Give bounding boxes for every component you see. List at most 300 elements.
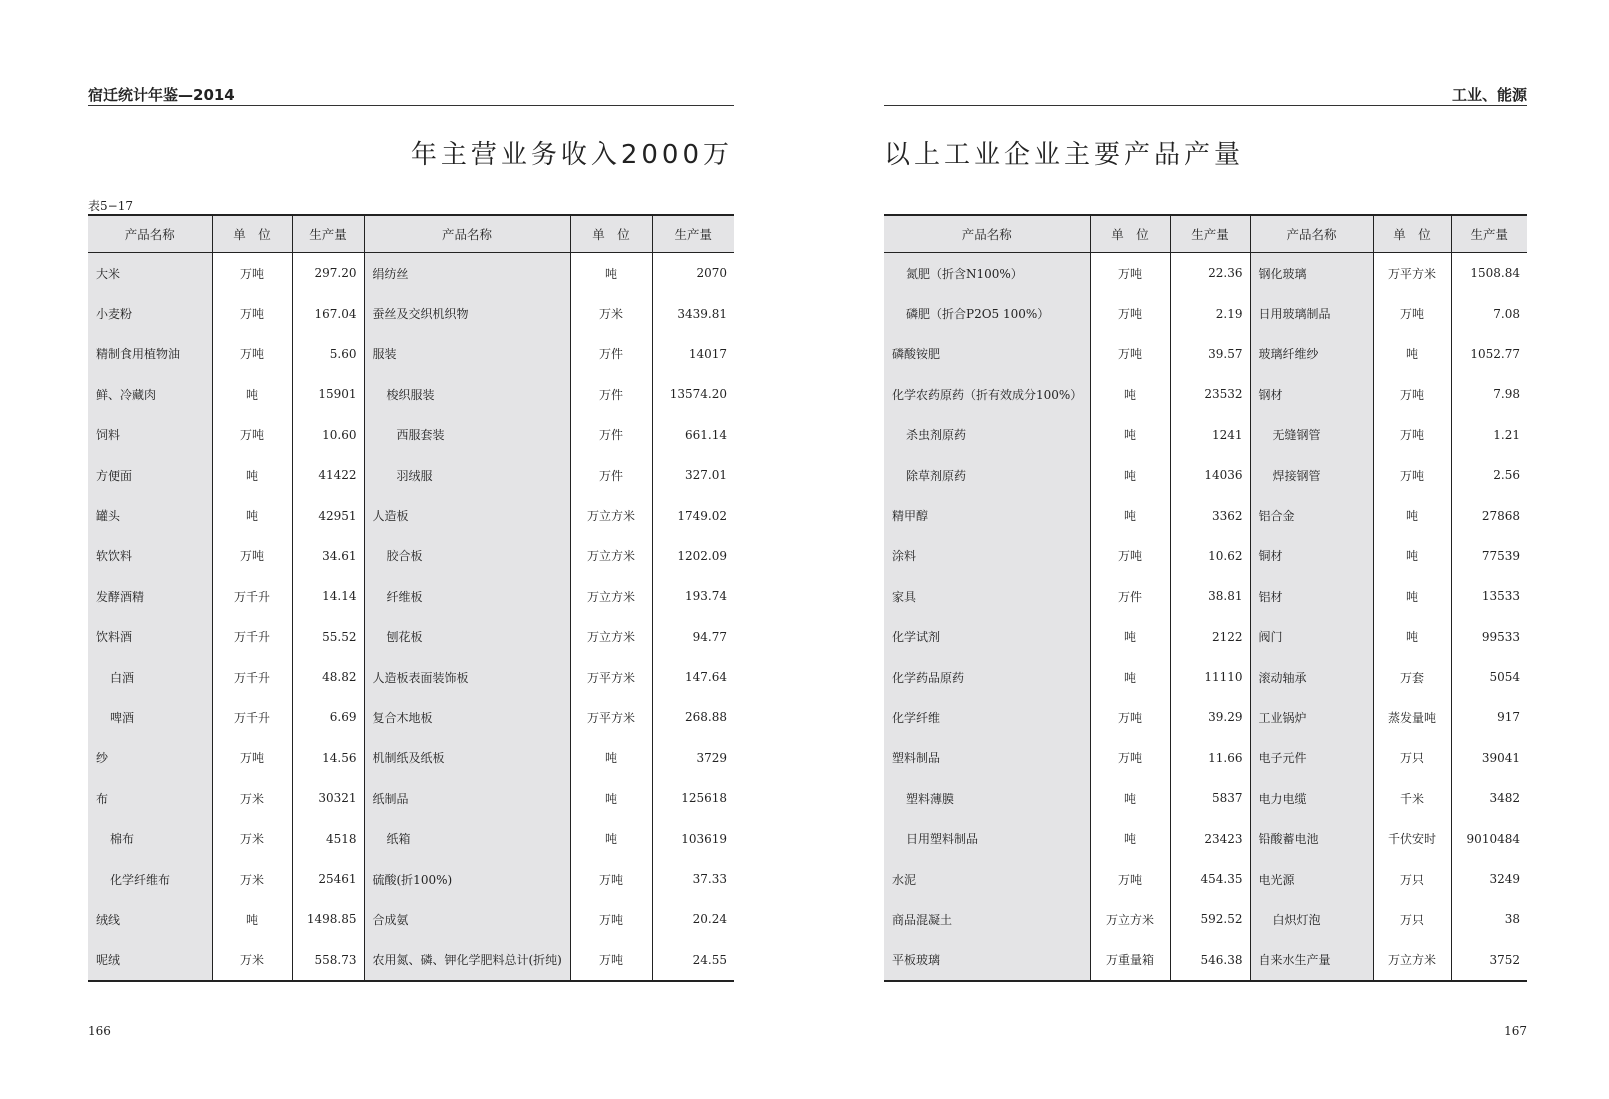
unit-cell: 吨 (1090, 778, 1170, 818)
unit-cell: 万吨 (1090, 738, 1170, 778)
product-name-cell (88, 374, 212, 414)
output-cell: 55.52 (292, 617, 364, 657)
product-name-cell (1250, 495, 1373, 535)
output-cell: 147.64 (685, 670, 727, 685)
unit-cell: 万吨 (212, 334, 292, 374)
column-header-product-name: 产品名称 (88, 215, 212, 253)
unit-cell: 万吨 (1090, 253, 1170, 294)
product-name: 机制纸及纸板 (372, 751, 445, 766)
table-row (88, 818, 734, 858)
unit-cell: 吨 (212, 495, 292, 535)
product-name-cell (364, 859, 570, 899)
product-name: 氮肥（折含N100%） (906, 266, 1023, 281)
output-cell: 48.82 (292, 657, 364, 697)
unit-cell: 万吨 (1090, 697, 1170, 737)
output-cell: 1749.02 (677, 508, 727, 523)
unit-cell: 万件 (570, 415, 652, 455)
product-name: 除草剂原药 (906, 468, 967, 483)
product-name: 化学试剂 (892, 630, 941, 645)
output-cell: 1052.77 (1470, 346, 1520, 361)
unit-cell: 万米 (212, 818, 292, 858)
output-cell: 3752 (1451, 940, 1527, 981)
product-name: 纱 (96, 751, 109, 766)
output-cell: 1202.09 (677, 548, 727, 563)
product-name: 精制食用植物油 (96, 347, 181, 362)
product-name-cell (88, 899, 212, 939)
output-cell: 3439.81 (677, 306, 727, 321)
product-name: 铅酸蓄电池 (1258, 832, 1319, 847)
table-row (884, 253, 1527, 294)
column-header-unit: 单 位 (1090, 215, 1170, 253)
output-cell: 7.08 (1493, 306, 1520, 321)
product-name-cell (1250, 415, 1373, 455)
product-name: 啤酒 (110, 710, 135, 725)
output-cell: 38.81 (1170, 576, 1250, 616)
output-cell: 167.04 (292, 293, 364, 333)
unit-cell: 吨 (570, 778, 652, 818)
output-cell: 42951 (292, 495, 364, 535)
output-cell: 11.66 (1170, 738, 1250, 778)
unit-cell: 万米 (212, 859, 292, 899)
product-name-cell (88, 495, 212, 535)
page-number-left: 166 (88, 1024, 111, 1038)
output-cell: 2.56 (1493, 468, 1520, 483)
product-name-cell (884, 334, 1090, 374)
table-row (88, 657, 734, 697)
table-row (88, 778, 734, 818)
product-name: 纸制品 (372, 791, 409, 806)
product-name: 水泥 (892, 872, 917, 887)
product-name: 涂料 (892, 549, 917, 564)
product-name-cell (364, 697, 570, 737)
product-name: 梭织服装 (386, 387, 435, 402)
table-row (884, 778, 1527, 818)
output-cell: 11110 (1170, 657, 1250, 697)
table-row (884, 899, 1527, 939)
product-name: 杀虫剂原药 (906, 428, 967, 443)
unit-cell: 吨 (1090, 657, 1170, 697)
product-name: 白酒 (110, 670, 135, 685)
output-cell: 14.14 (292, 576, 364, 616)
unit-cell: 吨 (1090, 818, 1170, 858)
product-name: 磷酸铵肥 (892, 347, 941, 362)
table-row (88, 940, 734, 981)
product-name: 自来水生产量 (1258, 953, 1331, 968)
output-cell: 268.88 (685, 710, 727, 725)
product-name-cell (884, 253, 1090, 294)
unit-cell: 吨 (1373, 495, 1451, 535)
unit-cell: 万立方米 (570, 536, 652, 576)
product-name: 罐头 (96, 509, 121, 524)
output-cell: 24.55 (652, 940, 734, 981)
column-header-product-name: 产品名称 (884, 215, 1090, 253)
product-name-cell (364, 657, 570, 697)
output-cell: 23532 (1170, 374, 1250, 414)
column-header-unit: 单 位 (212, 215, 292, 253)
unit-cell: 吨 (1090, 415, 1170, 455)
unit-cell: 万立方米 (570, 576, 652, 616)
product-name-cell (364, 415, 570, 455)
product-name: 化学农药原药（折有效成分100%） (892, 387, 1083, 402)
products-table-right (884, 214, 1527, 982)
product-name: 棉布 (110, 832, 135, 847)
output-cell: 103619 (681, 831, 727, 846)
product-name-cell (364, 334, 570, 374)
unit-cell: 吨 (212, 899, 292, 939)
table-row (88, 334, 734, 374)
product-name: 纸箱 (386, 832, 411, 847)
product-name-cell (364, 818, 570, 858)
output-cell: 2070 (696, 266, 727, 281)
output-cell: 37.33 (692, 872, 727, 887)
output-cell: 9010484 (1466, 831, 1520, 846)
products-table-left (88, 214, 734, 982)
unit-cell: 万米 (570, 293, 652, 333)
table-header-row (88, 215, 734, 253)
product-name: 平板玻璃 (892, 953, 941, 968)
output-cell: 3482 (1489, 791, 1520, 806)
output-cell: 1.21 (1493, 427, 1520, 442)
column-header-output: 生产量 (652, 215, 734, 253)
product-name: 玻璃纤维纱 (1258, 347, 1319, 362)
table-number-label: 表5−17 (88, 199, 133, 213)
product-name-cell (1250, 778, 1373, 818)
output-cell: 22.36 (1170, 253, 1250, 294)
table-row (884, 576, 1527, 616)
output-cell: 2122 (1170, 617, 1250, 657)
table-row (884, 293, 1527, 333)
product-name-cell (1250, 374, 1373, 414)
output-cell: 558.73 (292, 940, 364, 981)
product-name: 纤维板 (386, 589, 423, 604)
running-header-right: 工业、能源 (1451, 86, 1527, 104)
product-name-cell (1250, 576, 1373, 616)
unit-cell: 万件 (570, 374, 652, 414)
product-name: 阀门 (1258, 630, 1283, 645)
product-name: 刨花板 (386, 630, 423, 645)
unit-cell: 万千升 (212, 576, 292, 616)
output-cell: 661.14 (685, 427, 727, 442)
output-cell: 34.61 (292, 536, 364, 576)
output-cell: 2.19 (1170, 293, 1250, 333)
output-cell: 7.98 (1493, 387, 1520, 402)
output-cell: 14.56 (292, 738, 364, 778)
column-header-output: 生产量 (1170, 215, 1250, 253)
product-name-cell (1250, 818, 1373, 858)
output-cell: 15901 (292, 374, 364, 414)
column-header-unit: 单 位 (570, 215, 652, 253)
table-row (884, 495, 1527, 535)
unit-cell: 万立方米 (570, 617, 652, 657)
product-name: 农用氮、磷、钾化学肥料总计(折纯) (372, 953, 562, 968)
table-row (88, 738, 734, 778)
unit-cell: 吨 (570, 738, 652, 778)
output-cell: 5054 (1489, 670, 1520, 685)
product-name: 绢纺丝 (372, 266, 409, 281)
unit-cell: 吨 (1373, 536, 1451, 576)
unit-cell: 万米 (212, 940, 292, 981)
output-cell: 38 (1504, 912, 1520, 927)
product-name-cell (884, 415, 1090, 455)
table-row (88, 617, 734, 657)
unit-cell: 万吨 (570, 859, 652, 899)
product-name-cell (884, 738, 1090, 778)
output-cell: 3249 (1489, 872, 1520, 887)
output-cell: 14036 (1170, 455, 1250, 495)
unit-cell: 千伏安时 (1373, 818, 1451, 858)
output-cell: 25461 (292, 859, 364, 899)
product-name: 西服套装 (396, 428, 445, 443)
product-name: 胶合板 (386, 549, 423, 564)
output-cell: 27868 (1481, 508, 1520, 523)
product-name: 化学纤维布 (110, 872, 171, 887)
column-header-product-name: 产品名称 (1250, 215, 1373, 253)
product-name-cell (1250, 334, 1373, 374)
table-row (884, 455, 1527, 495)
product-name-cell (364, 495, 570, 535)
product-name-cell (364, 293, 570, 333)
output-cell: 125618 (681, 791, 727, 806)
product-name-cell (88, 859, 212, 899)
header-rule-left (88, 105, 734, 106)
unit-cell: 万吨 (212, 738, 292, 778)
product-name: 滚动轴承 (1258, 670, 1307, 685)
unit-cell: 吨 (1090, 455, 1170, 495)
output-cell: 5.60 (292, 334, 364, 374)
product-name: 商品混凝土 (892, 912, 953, 927)
product-name-cell (884, 818, 1090, 858)
output-cell: 1498.85 (292, 899, 364, 939)
unit-cell: 万平方米 (570, 657, 652, 697)
table-row (88, 576, 734, 616)
output-cell: 6.69 (292, 697, 364, 737)
unit-cell: 吨 (1090, 617, 1170, 657)
output-cell: 193.74 (685, 589, 727, 604)
product-name: 化学药品原药 (892, 670, 965, 685)
product-name-cell (364, 576, 570, 616)
product-name: 化学纤维 (892, 710, 941, 725)
table-row (884, 657, 1527, 697)
product-name-cell (364, 778, 570, 818)
unit-cell: 万吨 (570, 899, 652, 939)
product-name-cell (1250, 940, 1373, 981)
product-name-cell (364, 738, 570, 778)
product-name-cell (1250, 253, 1373, 294)
unit-cell: 吨 (570, 818, 652, 858)
product-name: 发酵酒精 (96, 589, 145, 604)
output-cell: 23423 (1170, 818, 1250, 858)
unit-cell: 万平方米 (1373, 253, 1451, 294)
product-name-cell (1250, 859, 1373, 899)
unit-cell: 万吨 (1373, 415, 1451, 455)
output-cell: 20.24 (692, 912, 727, 927)
product-name-cell (364, 536, 570, 576)
product-name: 铝合金 (1258, 509, 1295, 524)
product-name-cell (884, 778, 1090, 818)
product-name: 蚕丝及交织机织物 (372, 307, 469, 322)
column-header-output: 生产量 (1451, 215, 1527, 253)
product-name-cell (88, 818, 212, 858)
output-cell: 99533 (1481, 629, 1520, 644)
product-name-cell (1250, 455, 1373, 495)
product-name-cell (1250, 293, 1373, 333)
output-cell: 94.77 (692, 629, 727, 644)
output-cell: 77539 (1481, 548, 1520, 563)
unit-cell: 万千升 (212, 697, 292, 737)
product-name: 电光源 (1258, 872, 1295, 887)
page-title-right: 以上工业企业主要产品产量 (884, 140, 1245, 170)
header-rule-right (884, 105, 1527, 106)
product-name: 复合木地板 (372, 710, 433, 725)
output-cell: 1508.84 (1470, 266, 1520, 281)
table-row (88, 293, 734, 333)
table-row (88, 697, 734, 737)
table-row (88, 374, 734, 414)
product-name: 呢绒 (96, 953, 121, 968)
product-name-cell (364, 617, 570, 657)
output-cell: 1241 (1170, 415, 1250, 455)
unit-cell: 万吨 (212, 293, 292, 333)
table-row (88, 253, 734, 294)
product-name: 钢材 (1258, 387, 1283, 402)
table-row (884, 536, 1527, 576)
product-name: 布 (96, 791, 109, 806)
product-name-cell (88, 657, 212, 697)
unit-cell: 万吨 (1373, 374, 1451, 414)
page-number-right: 167 (1504, 1024, 1527, 1038)
product-name: 小麦粉 (96, 307, 133, 322)
unit-cell: 万吨 (1373, 455, 1451, 495)
product-name-cell (88, 738, 212, 778)
unit-cell: 千米 (1373, 778, 1451, 818)
output-cell: 39.29 (1170, 697, 1250, 737)
output-cell: 454.35 (1170, 859, 1250, 899)
product-name-cell (364, 455, 570, 495)
unit-cell: 万千升 (212, 617, 292, 657)
output-cell: 3729 (696, 750, 727, 765)
product-name: 钢化玻璃 (1258, 266, 1307, 281)
table-header-row (884, 215, 1527, 253)
product-name: 合成氨 (372, 912, 409, 927)
unit-cell: 吨 (1090, 495, 1170, 535)
table-row (884, 415, 1527, 455)
product-name-cell (1250, 657, 1373, 697)
unit-cell: 万吨 (1090, 334, 1170, 374)
product-name-cell (884, 455, 1090, 495)
unit-cell: 万米 (212, 778, 292, 818)
output-cell: 546.38 (1170, 940, 1250, 981)
unit-cell: 万吨 (212, 253, 292, 294)
product-name-cell (88, 617, 212, 657)
unit-cell: 万只 (1373, 899, 1451, 939)
output-cell: 10.62 (1170, 536, 1250, 576)
product-name: 焊接钢管 (1272, 468, 1321, 483)
running-header-left: 宿迁统计年鉴—2014 (88, 86, 235, 104)
unit-cell: 万平方米 (570, 697, 652, 737)
unit-cell: 万件 (1090, 576, 1170, 616)
product-name: 人造板表面装饰板 (372, 670, 469, 685)
unit-cell: 吨 (570, 253, 652, 294)
product-name-cell (88, 253, 212, 294)
product-name-cell (1250, 738, 1373, 778)
table-row (884, 334, 1527, 374)
product-name-cell (884, 657, 1090, 697)
product-name-cell (88, 940, 212, 981)
product-name: 塑料制品 (892, 751, 941, 766)
product-name: 塑料薄膜 (906, 791, 955, 806)
column-header-unit: 单 位 (1373, 215, 1451, 253)
product-name: 磷肥（折合P2O5 100%） (906, 307, 1050, 322)
table-row (88, 899, 734, 939)
output-cell: 13533 (1481, 589, 1520, 604)
product-name-cell (884, 697, 1090, 737)
product-name: 方便面 (96, 468, 133, 483)
output-cell: 39.57 (1170, 334, 1250, 374)
output-cell: 4518 (292, 818, 364, 858)
product-name: 大米 (96, 266, 121, 281)
product-name-cell (1250, 617, 1373, 657)
table-row (88, 536, 734, 576)
unit-cell: 万套 (1373, 657, 1451, 697)
product-name-cell (364, 899, 570, 939)
product-name: 电子元件 (1258, 751, 1307, 766)
column-header-product-name: 产品名称 (364, 215, 570, 253)
product-name: 电力电缆 (1258, 791, 1307, 806)
unit-cell: 蒸发量吨 (1373, 697, 1451, 737)
product-name-cell (884, 940, 1090, 981)
product-name: 人造板 (372, 509, 409, 524)
product-name: 鲜、冷藏肉 (96, 387, 157, 402)
product-name-cell (1250, 536, 1373, 576)
product-name-cell (88, 697, 212, 737)
unit-cell: 万件 (570, 334, 652, 374)
product-name: 绒线 (96, 912, 121, 927)
product-name-cell (364, 940, 570, 981)
output-cell: 13574.20 (669, 387, 727, 402)
product-name-cell (364, 374, 570, 414)
unit-cell: 吨 (1090, 374, 1170, 414)
unit-cell: 吨 (212, 374, 292, 414)
product-name-cell (884, 899, 1090, 939)
product-name-cell (1250, 697, 1373, 737)
unit-cell: 万只 (1373, 738, 1451, 778)
product-name-cell (88, 778, 212, 818)
unit-cell: 万吨 (1373, 293, 1451, 333)
output-cell: 3362 (1170, 495, 1250, 535)
column-header-output: 生产量 (292, 215, 364, 253)
table-row (884, 940, 1527, 981)
output-cell: 917 (1497, 710, 1520, 725)
product-name-cell (88, 576, 212, 616)
table-row (88, 415, 734, 455)
product-name: 家具 (892, 589, 917, 604)
table-row (884, 374, 1527, 414)
output-cell: 14017 (688, 346, 727, 361)
output-cell: 10.60 (292, 415, 364, 455)
product-name-cell (88, 293, 212, 333)
product-name: 工业锅炉 (1258, 710, 1307, 725)
product-name: 羽绒服 (396, 468, 433, 483)
table-row (884, 617, 1527, 657)
product-name: 铝材 (1258, 589, 1283, 604)
product-name-cell (364, 253, 570, 294)
product-name: 白炽灯泡 (1272, 912, 1321, 927)
unit-cell: 万重量箱 (1090, 940, 1170, 981)
unit-cell: 吨 (1373, 334, 1451, 374)
product-name-cell (88, 334, 212, 374)
output-cell: 5837 (1170, 778, 1250, 818)
table-row (884, 818, 1527, 858)
